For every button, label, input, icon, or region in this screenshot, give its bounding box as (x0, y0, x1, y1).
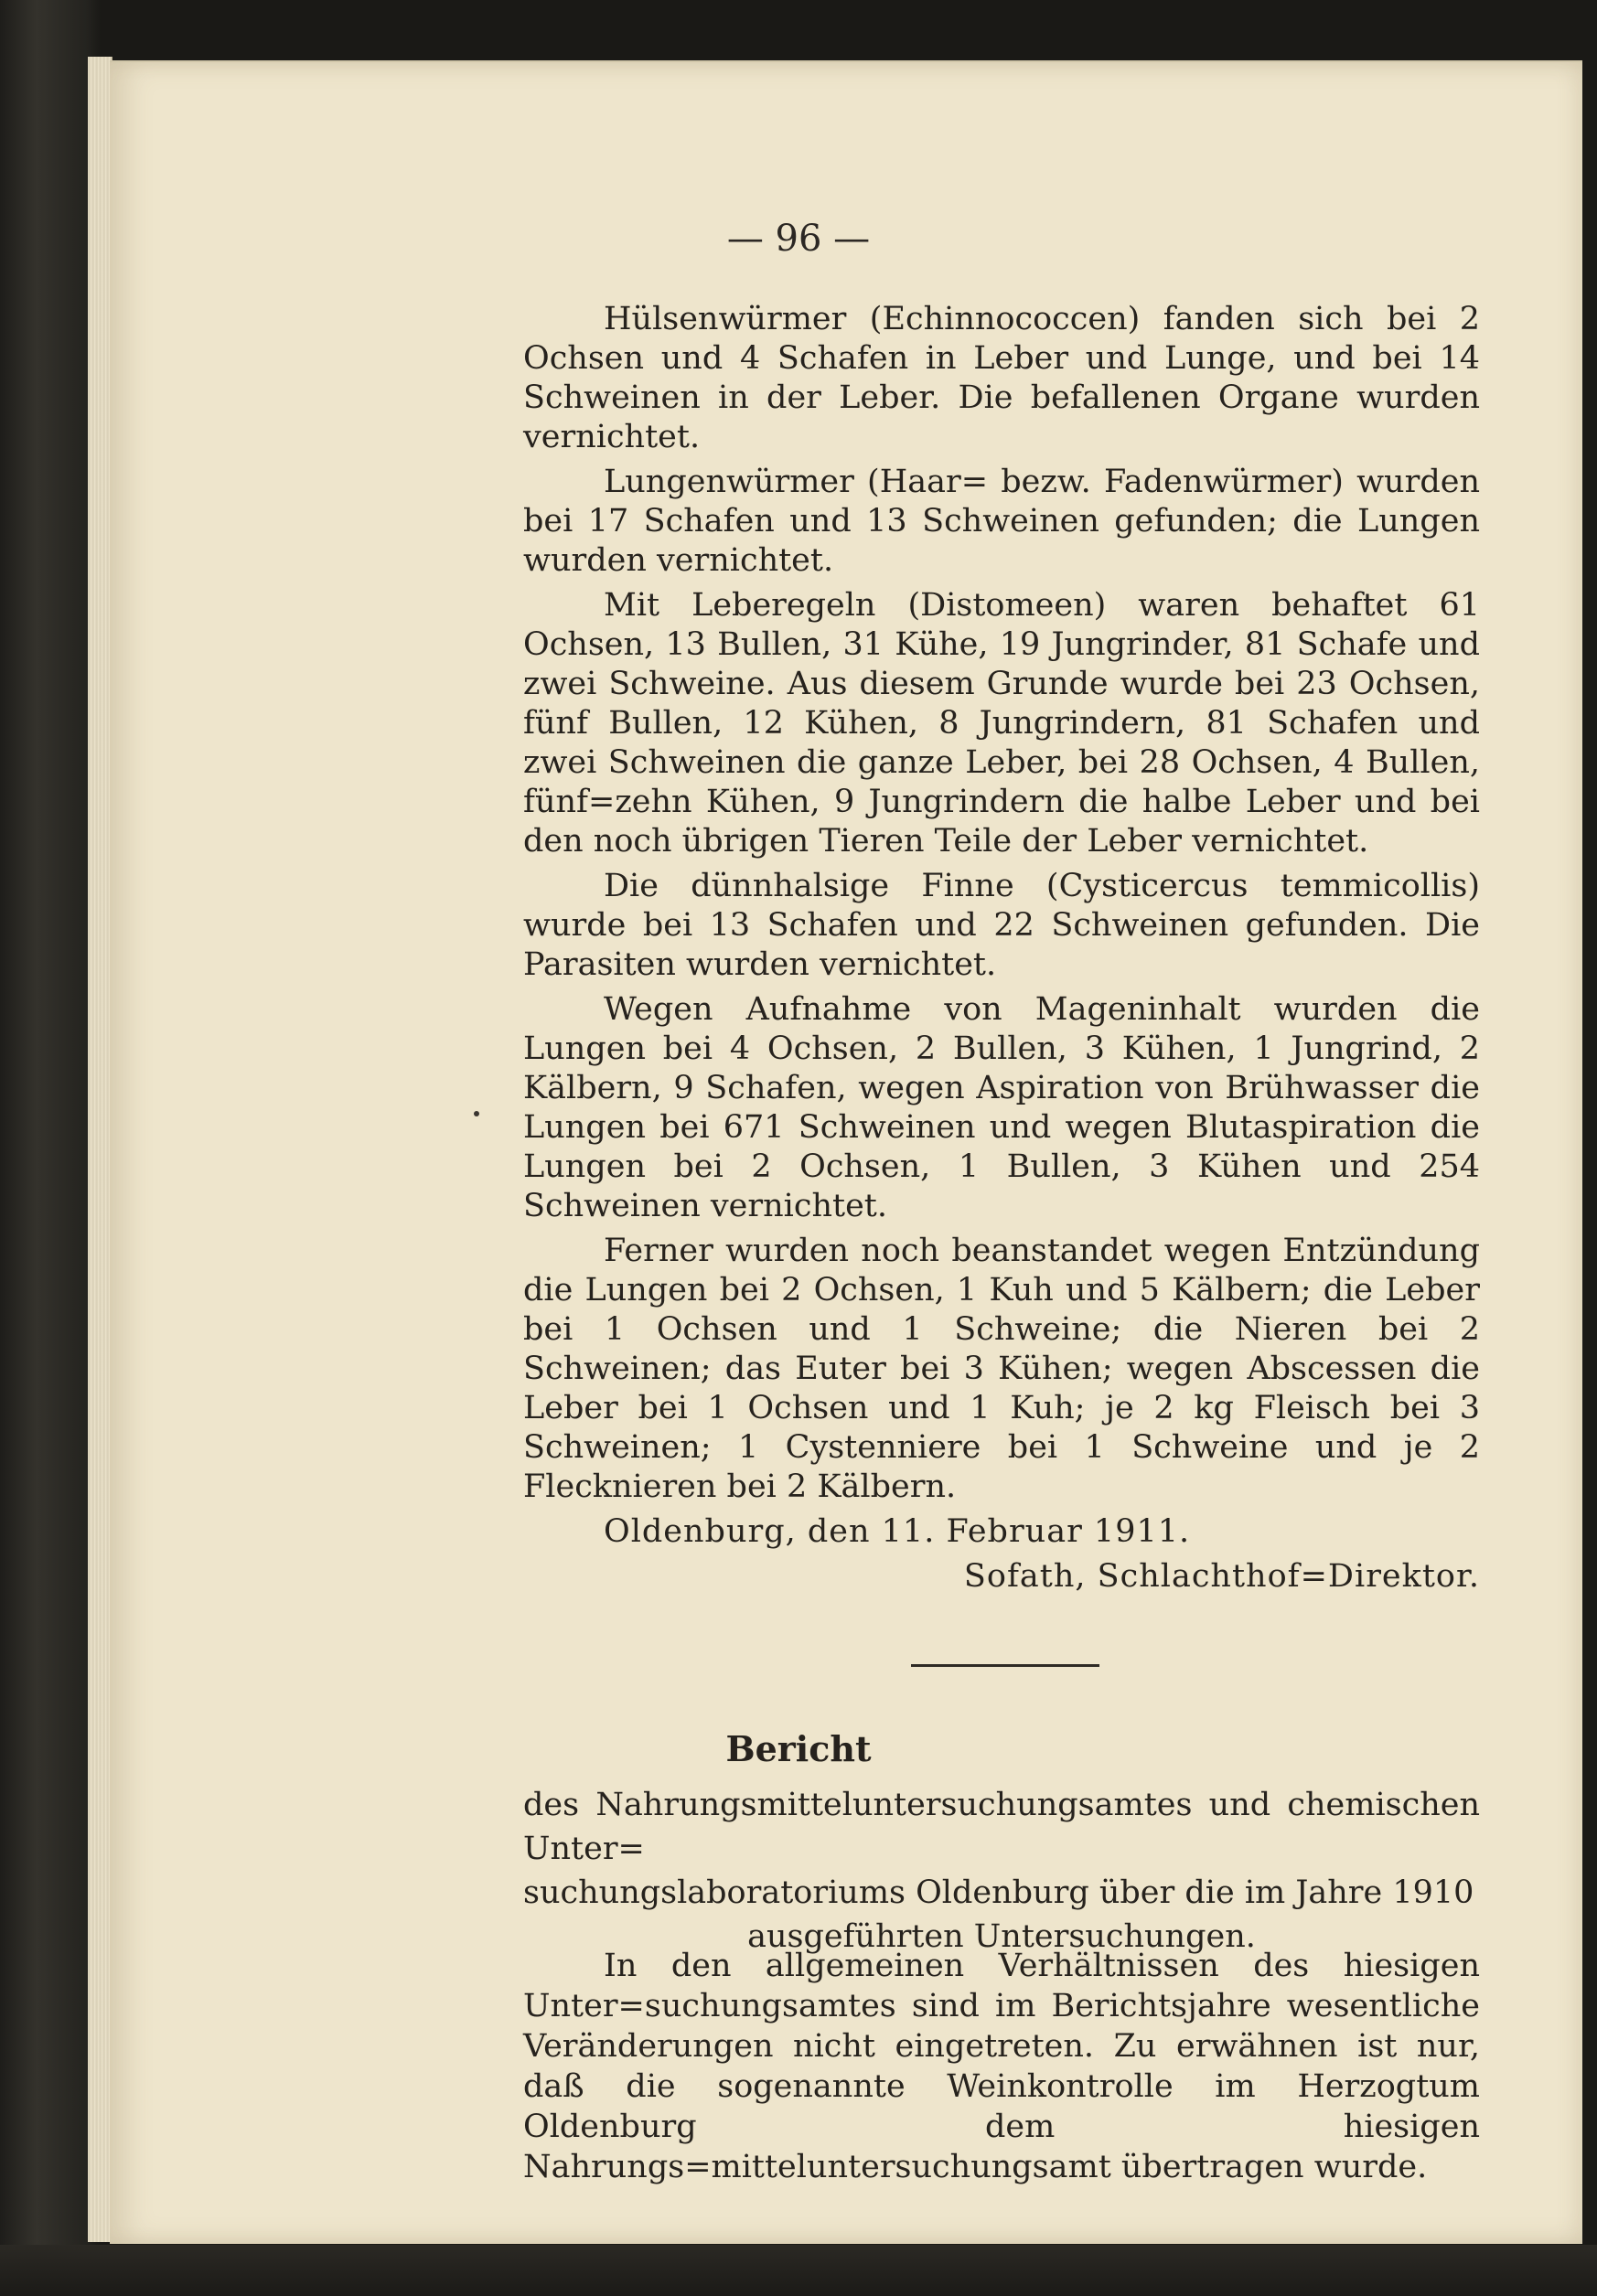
report-subtitle-line: des Nahrungsmitteluntersuchungsamtes und chemischen Unter= (523, 1787, 1480, 1867)
section-divider (911, 1664, 1099, 1667)
page-number: — 96 — (726, 218, 871, 260)
book-cover-bottom (0, 2245, 1597, 2296)
paragraph-huelsenwuermer: Hülsenwürmer (Echinnococcen) fanden sich bei 2 Ochsen und 4 Schafen in Leber und Lunge, und bei 14 Schweinen in der Leber. Die befallenen Organe wurden vernichtet. (523, 301, 1480, 455)
report-subtitle (523, 1783, 1480, 1959)
report-subtitle-line: ausgeführten Untersuchungen. (747, 1918, 1256, 1955)
paragraph-beanstandet: Ferner wurden noch beanstandet wegen Entzündung die Lungen bei 2 Ochsen, 1 Kuh und 5 Kälbern; die Leber bei 1 Ochsen und 1 Schweine; die Nieren bei 2 Schweinen; das Euter bei 3 Kühen; wegen Abscessen die Leber bei 1 Ochsen und 1 Kuh; je 2 kg Fleisch bei 3 Schweinen; 1 Cystenniere bei 1 Schweine und je 2 Flecknieren bei 2 Kälbern. (523, 1233, 1480, 1505)
margin-dot (474, 1111, 479, 1116)
paragraph-leberegeln: Mit Leberegeln (Distomeen) waren behaftet 61 Ochsen, 13 Bullen, 31 Kühe, 19 Jungrinder, 81 Schafe und zwei Schweine. Aus diesem Grunde wurde bei 23 Ochsen, fünf Bullen, 12 Kühen, 8 Jungrindern, 81 Schafen und zwei Schweinen die ganze Leber, bei 28 Ochsen, 4 Bullen, fünf=zehn Kühen, 9 Jungrindern die halbe Leber und bei den noch übrigen Tieren Teile der Leber vernichtet. (523, 587, 1480, 860)
paragraph-mageninhalt: Wegen Aufnahme von Mageninhalt wurden die Lungen bei 4 Ochsen, 2 Bullen, 3 Kühen, 1 Jungrind, 2 Kälbern, 9 Schafen, wegen Aspiration von Brühwasser die Lungen bei 671 Schweinen und wegen Blutaspiration die Lungen bei 2 Ochsen, 1 Bullen, 3 Kühen und 254 Schweinen vernichtet. (523, 991, 1480, 1224)
signature-place-date: Oldenburg, den 11. Februar 1911. (604, 1513, 1191, 1550)
page-edges (88, 57, 113, 2242)
report-subtitle-line: suchungslaboratoriums Oldenburg über die im Jahre 1910 (523, 1874, 1474, 1911)
paragraph-lungenwuermer: Lungenwürmer (Haar= bezw. Fadenwürmer) wurden bei 17 Schafen und 13 Schweinen gefunden; die Lungen wurden vernichtet. (523, 464, 1480, 579)
body-text (523, 300, 1480, 1602)
paragraph-finne: Die dünnhalsige Finne (Cysticercus temmicollis) wurde bei 13 Schafen und 22 Schweinen gefunden. Die Parasiten wurden vernichtet. (523, 868, 1480, 983)
report-heading: Bericht (725, 1728, 872, 1769)
report-intro-paragraph: In den allgemeinen Verhältnissen des hiesigen Unter=suchungsamtes sind im Berichtsjahre wesentliche Veränderungen nicht eingetreten. Zu erwähnen ist nur, daß die sogenannte Weinkontrolle im Herzogtum Oldenburg dem hiesigen Nahrungs=mitteluntersuchungsamt übertragen wurde. (523, 1948, 1480, 2185)
signature-name: Sofath, Schlachthof=Direktor. (963, 1558, 1480, 1595)
